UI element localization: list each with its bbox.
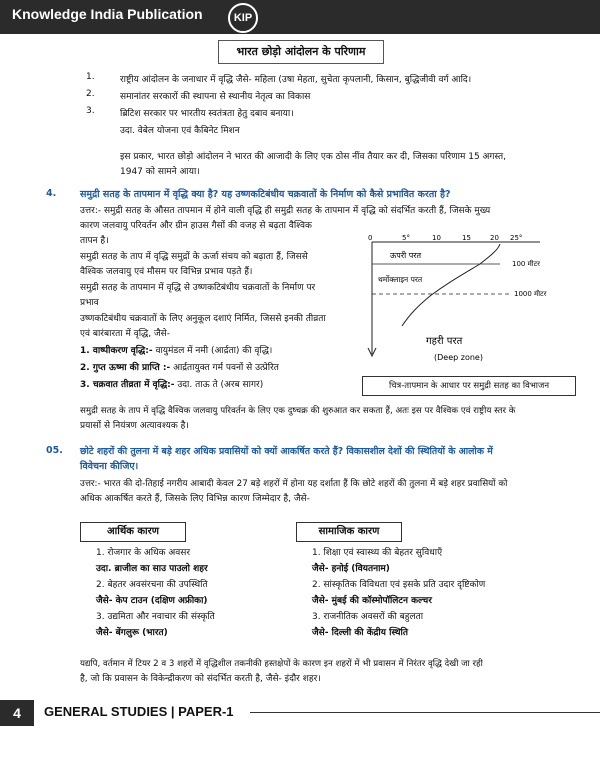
publisher-name: Knowledge India Publication [12, 6, 203, 22]
social-reason: 2. सांस्कृतिक विविधता एवं इसके प्रति उदार दृष्टिकोण [312, 580, 486, 590]
economic-reason: 3. उद्यमिता और नवाचार की संस्कृति [96, 612, 215, 622]
list-item: ब्रिटिश सरकार पर भारतीय स्वतंत्रता हेतु दबाव बनाया। [120, 109, 294, 119]
upper-layer-label: ऊपरी परत [390, 251, 422, 260]
list-item: राष्ट्रीय आंदोलन के जनाधार में वृद्धि जैसे- महिला (उषा मेहता, सुचेता कृपलानी, किसान, बुद्धिजीवी वर्ग आदि। [120, 75, 472, 85]
page-number: 4 [0, 700, 34, 726]
answer-line: तापन है। [80, 236, 109, 246]
tick-label: 15 [462, 234, 471, 242]
deep-layer-label: गहरी परत [426, 336, 463, 347]
social-example: जैसे- हनोई (वियतनाम) [312, 564, 390, 574]
section-title: भारत छोड़ो आंदोलन के परिणाम [218, 40, 384, 64]
economic-example: जैसे- केप टाउन (दक्षिण अफ्रीका) [96, 596, 208, 606]
closing-line: प्रयासों से नियंत्रण अत्यावश्यक है। [80, 421, 189, 431]
answer-line: उष्णकटिबंधीय चक्रवातों के लिए अनुकूल दशाएं निर्मित, जिससे इनकी तीव्रता [80, 314, 326, 324]
list-number: 1. [86, 72, 95, 82]
header-bar [0, 0, 600, 34]
closing-line: यद्यपि, वर्तमान में टियर 2 व 3 शहरों में वृद्धिशील तकनीकी हस्तक्षेपों के कारण इन शहरों में भी प्रवासन में निरंतर वृद्धि देखी जा रही [80, 659, 483, 669]
economic-reasons-title: आर्थिक कारण [80, 522, 186, 542]
footer-divider [250, 712, 600, 713]
answer-line: अधिक आकर्षित करते हैं, जिसके लिए विभिन्न कारण जिम्मेदार है, जैसे- [80, 494, 310, 504]
answer-line: एवं बारंबारता में वृद्धि, जैसे- [80, 329, 170, 339]
point-item: 1. वाष्पीकरण वृद्धि:- वायुमंडल में नमी (आर्द्रता) की वृद्धि। [80, 346, 273, 356]
ocean-layers-diagram [350, 234, 562, 374]
answer-line: कारण जलवायु परिवर्तन और ग्रीन हाउस गैसों की वजह से बढ़ता वैश्विक [80, 221, 312, 231]
tick-label: 20 [490, 234, 499, 242]
social-reasons-title: सामाजिक कारण [296, 522, 402, 542]
conclusion-line: इस प्रकार, भारत छोड़ो आंदोलन ने भारत की आजादी के लिए एक ठोस नींव तैयार कर दी, जिसका परिणाम 15 अगस्त, [120, 152, 506, 162]
deep-zone-label: (Deep zone) [434, 353, 483, 362]
answer-line: उत्तर:- भारत की दो-तिहाई नगरीय आबादी केवल 27 बड़े शहरों में होना यह दर्शाता हैं कि छोटे शहरों की तुलना में बड़े शहर प्रवासियों को [80, 479, 508, 489]
depth-1000-label: 1000 मीटर [514, 290, 547, 298]
economic-example: उदा. ब्राजील का साउ पाउलो शहर [96, 564, 208, 574]
example-line: उदा. वेबेल योजना एवं कैबिनेट मिशन [120, 126, 240, 136]
closing-line: समुद्री सतह के ताप में वृद्धि वैश्विक जलवायु परिवर्तन के लिए एक दुष्चक्र की शुरुआत कर सकता हैं, अतः इस पर वैश्विक एवं राष्ट्रीय स्तर के [80, 406, 516, 416]
social-reason: 3. राजनीतिक अवसरों की बहुलता [312, 612, 424, 622]
question-text: समुद्री सतह के तापमान में वृद्धि क्या है? यह उष्णकटिबंधीय चक्रवातों के निर्माण को कैसे प्रभावित करता है? [80, 189, 451, 200]
question-number: 05. [46, 445, 63, 456]
answer-line: प्रभाव [80, 298, 99, 308]
point-item: 3. चक्रवात तीव्रता में वृद्धि:- उदा. ताऊ ते (अरब सागर) [80, 380, 264, 390]
depth-100-label: 100 मीटर [512, 260, 540, 268]
social-reason: 1. शिक्षा एवं स्वास्थ्य की बेहतर सुविधाएँ [312, 548, 443, 558]
answer-line: वैश्विक जलवायु एवं मौसम पर विभिन्न प्रभाव पड़ते हैं। [80, 267, 253, 277]
social-example: जैसे- मुंबई की कॉस्मोपॉलिटन कल्चर [312, 596, 432, 606]
question-text: छोटे शहरों की तुलना में बड़े शहर अधिक प्रवासियों को क्यों आकर्षित करते हैं? विकासशील देशों की स्थितियों के आलोक में [80, 446, 493, 457]
question-text: विवेचना कीजिए। [80, 461, 139, 472]
answer-line: समुद्री सतह के ताप में वृद्धि समुद्रों के ऊर्जा संचय को बढ़ाता हैं, जिससे [80, 252, 308, 262]
figure-caption: चित्र-तापमान के आधार पर समुद्री सतह का विभाजन [362, 376, 576, 396]
tick-label: 25° [510, 234, 523, 242]
closing-line: है, जो कि प्रवासन के विकेन्द्रीकरण को संदर्भित करती है, जैसे- इंदौर शहर। [80, 674, 321, 684]
thermocline-label: थर्मोक्लाइन परत [378, 275, 423, 284]
economic-reason: 2. बेहतर अवसंरचना की उपस्थिति [96, 580, 208, 590]
list-item: समानांतर सरकारों की स्थापना से स्थानीय नेतृत्व का विकास [120, 92, 311, 102]
footer-title: GENERAL STUDIES | PAPER-1 [44, 704, 234, 719]
tick-label: 5° [402, 234, 410, 242]
question-number: 4. [46, 188, 57, 199]
publisher-logo: KIP [228, 3, 258, 33]
answer-line: उत्तर:- समुद्री सतह के औसत तापमान में होने वाली वृद्धि ही समुद्री सतह के तापमान में वृद्धि को संदर्भित करती हैं, जिसके मुख्य [80, 206, 491, 216]
conclusion-line: 1947 को सामने आया। [120, 167, 200, 177]
tick-label: 0 [368, 234, 373, 242]
answer-line: समुद्री सतह के तापमान में वृद्धि से उष्णकटिबंधीय चक्रवातों के निर्माण पर [80, 283, 316, 293]
economic-example: जैसे- बेंगलुरू (भारत) [96, 628, 168, 638]
list-number: 3. [86, 106, 95, 116]
economic-reason: 1. रोजगार के अधिक अवसर [96, 548, 191, 558]
social-example: जैसे- दिल्ली की केंद्रीय स्थिति [312, 628, 408, 638]
point-item: 2. गुप्त ऊष्मा की प्राप्ति :- आर्द्रतायुक्त गर्म पवनों से उत्प्रेरित [80, 363, 279, 373]
tick-label: 10 [432, 234, 441, 242]
list-number: 2. [86, 89, 95, 99]
